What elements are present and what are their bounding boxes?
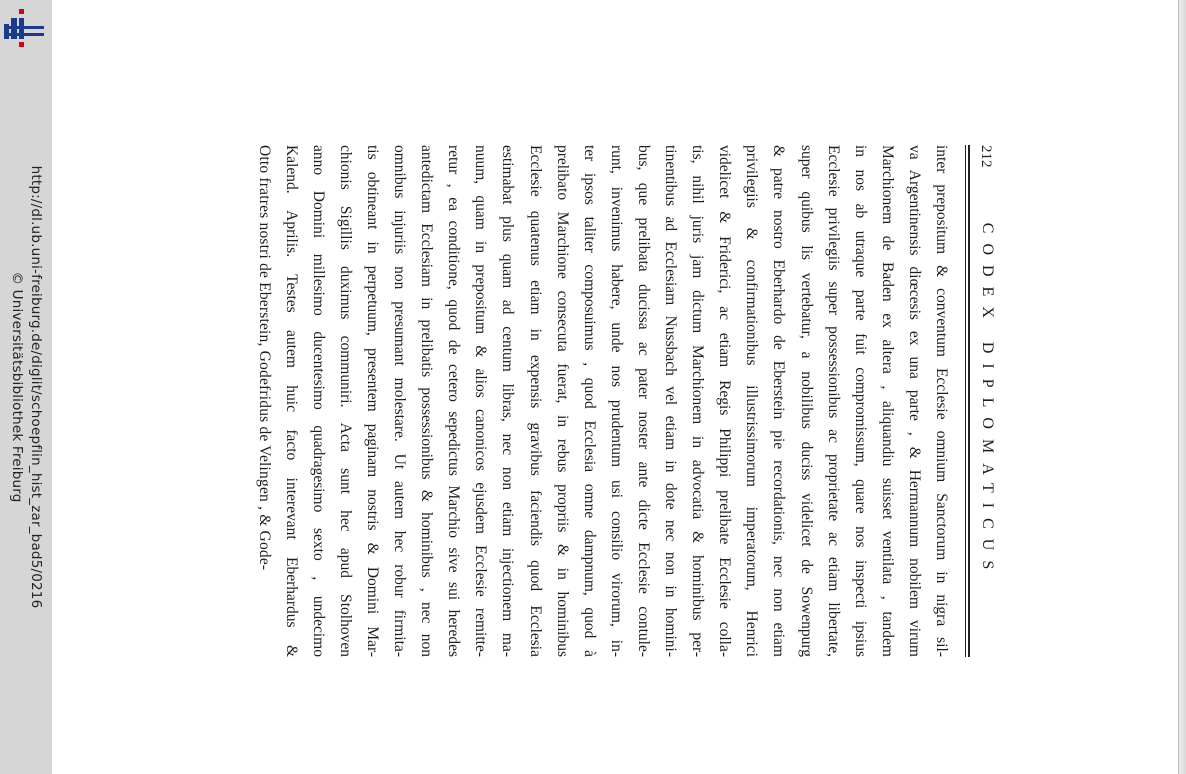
text-line-content: Marchionem de Baden ex altera , aliquandiu suisset ventilata , tandem [878, 145, 896, 657]
text-line-content: omnibus injuriis non presumant molestare. Ut autem hec robur firmita- [391, 145, 409, 657]
header-rule-thin [965, 145, 966, 657]
text-line [305, 145, 332, 657]
text-line [657, 145, 684, 657]
text-line-content: tis, nihil juris jam dictum Marchionem in advocatia & hominibus per- [689, 145, 707, 657]
text-line-content: inter prepositum & conventum Ecclesie omnium Sanctorum in nigra sil- [933, 145, 950, 657]
text-line-content: videlicet & Friderici, ac etiam Regis Philippi prelibate Ecclesie colla- [716, 145, 734, 657]
running-head: CODEX DIPLOMATICUS [979, 222, 996, 580]
text-line [847, 145, 874, 657]
text-line [522, 145, 549, 657]
text-line [467, 145, 494, 657]
text-line-content: in nos ab utraque parte fuit compromissum, quare nos inspecti ipsius [851, 145, 869, 657]
text-line [792, 145, 819, 657]
book-page-scan [255, 145, 1000, 657]
text-line [386, 145, 413, 657]
text-line-content: va Argentinensis diœcesis ex una parte , & Hermannum nobilem virum [905, 145, 923, 657]
text-line-content: runt, invenimus habere, unde nos prudentum usi consilio virorum, in- [607, 145, 625, 657]
text-line [603, 145, 630, 657]
sidebar-caption [7, 7, 45, 767]
text-line [684, 145, 711, 657]
copyright-notice: © Universitätsbibliothek Freiburg [9, 271, 25, 503]
text-line [765, 145, 792, 657]
text-line [576, 145, 603, 657]
text-line-content: estimabat plus quam ad centum libras, nec non etiam injectionem ma- [499, 145, 517, 657]
text-line-content: anno Domini millesimo ducentesimo quadragesimo sexto , undecimo [309, 145, 327, 657]
text-line [440, 145, 467, 657]
text-line [928, 145, 955, 657]
text-line [630, 145, 657, 657]
text-line [820, 145, 847, 657]
text-line [278, 145, 305, 657]
text-line-content: antedictam Ecclesiam in prelibatis possessionibus & hominibus , nec non [418, 145, 436, 657]
text-line [549, 145, 576, 657]
page-body-text [251, 145, 955, 657]
text-line [359, 145, 386, 657]
text-line-content: chionis Sigillis duximus communiri. Acta sunt hec apud Stolhoven [336, 145, 354, 657]
page-edge [1178, 0, 1186, 774]
page-header [974, 145, 1000, 657]
text-line-content: bus, que prelibata ducissa ac pater noster ante dicte Ecclesie contule- [634, 145, 652, 657]
text-line-content: prelibato Marchione consecuta fuerat, in rebus propriis & in hominibus [553, 145, 571, 657]
text-line-content: & patre nostro Eberhardo de Eberstein pie recordationis, nec non etiam [770, 145, 788, 657]
text-line-content: tis obtineant in perpetuum, presentem paginam nostris & Domini Mar- [364, 145, 382, 657]
text-line [738, 145, 765, 657]
permalink-url[interactable]: http://dl.ub.uni-freiburg.de/diglit/schoepflin_hist_zar_bad5/0216 [28, 165, 44, 609]
text-line-content: ter ipsos taliter composuimus , quod Ecclesia omne dampnum, quod à [580, 145, 598, 657]
text-line [332, 145, 359, 657]
text-line [711, 145, 738, 657]
text-line-content: retur , ea conditione, quod de cetero sepedictus Marchio sive sui heredes [445, 145, 463, 657]
text-line-content: Kalend. Aprilis. Testes autem huic facto interevant Eberhardus & [282, 145, 300, 657]
text-line-content: Ecclesie privilegiis super possessionibus ac proprietate ac etiam libertate, [824, 145, 842, 657]
text-line-content: Otto fratres nostri de Eberstein, Godefridus de Velingen , & Gode- [255, 145, 273, 571]
text-line [413, 145, 440, 657]
viewer-sidebar [0, 0, 52, 774]
text-line [874, 145, 901, 657]
text-line [901, 145, 928, 657]
text-line-content: Ecclesie quatenus etiam in expensis gravibus faciendis quod Ecclesia [526, 145, 544, 657]
text-line-content: nuum, quam in prepositum & alios canonicos ejusdem Ecclesie remitte- [472, 145, 490, 657]
text-line [494, 145, 521, 657]
text-line-content: tinentibus ad Ecclesiam Nussbach vel etiam in dote nec non in homini- [662, 145, 680, 657]
header-rule-thick [968, 145, 970, 657]
page-number: 212 [978, 145, 994, 168]
text-line-content: super quibus lis vertebatur, a nobilibus duciss videlicet de Sowenpurg [797, 145, 815, 657]
text-line-content: privilegiis & confirmationibus illustrissimorum imperatorum, Henrici [743, 145, 761, 657]
text-line [251, 145, 278, 657]
